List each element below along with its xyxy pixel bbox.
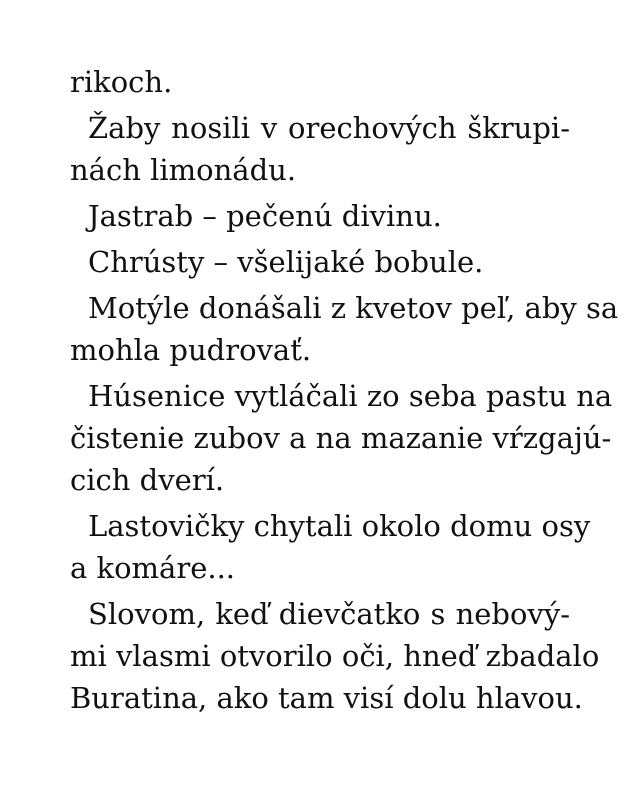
text-line: nách limonádu. [70, 153, 297, 187]
text-line: Lastovičky chytali okolo domu osy [88, 509, 591, 543]
text-line: rikoch. [70, 65, 173, 99]
paragraph [70, 375, 613, 501]
text-line: čistenie zubov a na mazanie vŕzgajú- [70, 421, 612, 455]
paragraph [70, 287, 619, 371]
text-line: Buratina, ako tam visí dolu hlavou. [70, 681, 583, 715]
paragraph [70, 107, 570, 191]
text-line: Jastrab – pečenú divinu. [88, 199, 442, 233]
paragraph [70, 195, 570, 237]
text-line: a komáre... [70, 551, 236, 585]
text-line: mohla pudrovať. [70, 333, 312, 367]
text-line: Motýle donášali z kvetov peľ, aby sa [88, 291, 619, 325]
text-line: Slovom, keď dievčatko s nebový- [88, 597, 570, 631]
text-line: mi vlasmi otvorilo oči, hneď zbadalo [70, 639, 600, 673]
text-line: cich dverí. [70, 463, 225, 497]
text-line: Chrústy – všelijaké bobule. [88, 245, 484, 279]
paragraph [70, 61, 570, 103]
text-line: Žaby nosili v orechových škrupi- [88, 111, 570, 145]
paragraph [70, 241, 570, 283]
paragraph [70, 593, 600, 719]
text-line: Húsenice vytláčali zo seba pastu na [88, 379, 613, 413]
text-body [70, 61, 619, 719]
paragraph [70, 505, 591, 589]
